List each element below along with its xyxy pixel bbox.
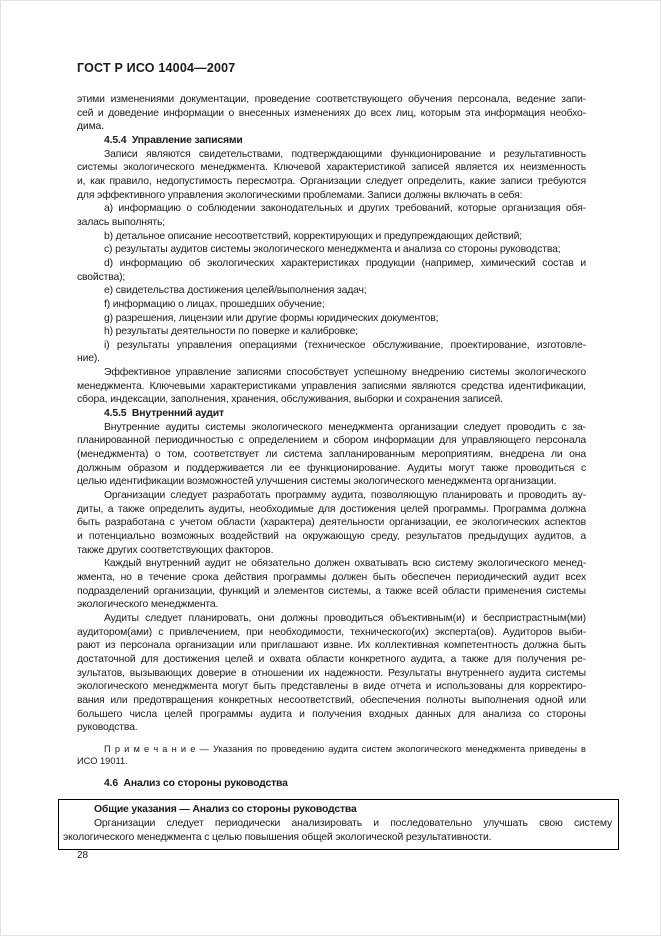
section-heading: 4.5.4 Управление записями: [104, 134, 243, 146]
text-line: экологического менеджмента.: [77, 599, 219, 611]
text-line: менеджмента. Ключевыми характеристиками управления записями являются средства идентификации,: [77, 380, 586, 392]
paragraph: [77, 557, 586, 612]
text-line: этими изменениями документации, проведение соответствующего обучения персонала, ведение запи-: [77, 94, 586, 105]
text-line: быть разработана с учетом области (характера) деятельности организации, ее экологических аспектов: [77, 517, 586, 529]
text-line: залась выполнять;: [77, 216, 165, 228]
text-line: (менеджмента) о том, соответствует ли система запланированным мероприятиям, внедрена ли она: [77, 449, 586, 461]
text-line: сей и доведение информации о внесенных изменениях до всех лиц, которым эта информация необхо-: [77, 107, 586, 119]
text-line: экологического менеджмента могут быть представлены в виде отчета и использованы для корректиро-: [77, 681, 586, 693]
text-line: сбора, индексации, заполнения, хранения, обслуживания, выборки и сохранения записей.: [77, 394, 503, 406]
text-line: a) информацию о соблюдении законодательных и других требований, которые организация обя-: [104, 203, 586, 215]
text-line: i) результаты управления операциями (техническое обслуживание, проектирование, изготовле-: [104, 339, 586, 351]
list-item: [77, 284, 586, 298]
text-line: e) свидетельства достижения целей/выполнения задач;: [104, 285, 367, 297]
text-line: свойства);: [77, 271, 126, 283]
paragraph: [77, 148, 586, 203]
text-line: и потенциально возможных воздействий на окружающую среду, результатов предыдущих аудитов, а: [77, 531, 586, 542]
text-line: Внутренние аудиты системы экологического менеджмента организации следует проводить с за-: [104, 421, 586, 433]
text-line: ИСО 19011.: [77, 756, 128, 767]
text-line: диты, а также определить аудиты, необходимые для достижения целей программы. Программа должна: [77, 503, 586, 515]
text-line: d) информацию об экологических характеристиках продукции (например, химический состав и: [104, 257, 586, 269]
text-line: экологического менеджмента с целью повышения общей экологической результативности.: [63, 831, 492, 843]
list-item: [77, 202, 586, 229]
text-line: Аудиты следует планировать, они должны проводиться объективным(и) и беспристрастным(ми): [104, 612, 586, 624]
paragraph: [77, 612, 586, 735]
text-line: ние).: [77, 353, 100, 365]
text-line: зультатов, вызывающих доверие в отношении их надежности. Результаты внутреннего аудита системы: [77, 667, 586, 679]
paragraph: [77, 421, 586, 489]
list-item: [77, 298, 586, 312]
guidance-box-title: Общие указания — Анализ со стороны руководства: [94, 804, 357, 816]
list-item: [77, 325, 586, 339]
section-heading: 4.6 Анализ со стороны руководства: [104, 777, 288, 789]
text-line: руководства.: [77, 722, 138, 734]
text-line: достаточной для достижения целей и охвата области конкретного аудита, а также для получения ре-: [77, 653, 586, 665]
document-content: [63, 93, 612, 850]
paragraph: [77, 93, 586, 134]
text-line: аудитором(ами) с привлечением, при необходимости, технического(их) эксперта(ов). Аудиторов выби-: [77, 626, 586, 638]
list-item: [77, 339, 586, 366]
text-line: Записи являются свидетельствами, подтверждающими функционирование и результативность: [104, 148, 586, 160]
note-block: [77, 743, 586, 768]
text-line: Организации следует разработать программу аудита, позволяющую планировать и проводить ау-: [104, 490, 586, 502]
guidance-box: [58, 799, 619, 850]
text-line: должным образом и поддерживается ли ее функционирование. Аудиты могут также проводиться с: [77, 462, 586, 474]
text-line: вания или предотвращения конкретных несоответствий, обеспечения полноты выполнения одной или: [77, 694, 586, 706]
list-item: [77, 257, 586, 284]
list-item: [77, 230, 586, 244]
paragraph: [77, 489, 586, 557]
text-line: рают из персонала организации или приглашают извне. Их коллективная компетентность должна быть: [77, 640, 586, 652]
section-heading: 4.5.5 Внутренний аудит: [104, 408, 224, 420]
text-line: системы экологического менеджмента. Ключевой характеристикой записей является их неизменность: [77, 162, 586, 174]
text-line: целью идентификации возможностей улучшения системы экологического менеджмента организации.: [77, 476, 557, 488]
text-line: дима.: [77, 121, 104, 133]
text-line: f) информацию о лицах, прошедших обучение;: [104, 298, 325, 310]
list-item: [77, 312, 586, 326]
page-number: 28: [77, 850, 89, 861]
text-line: c) результаты аудитов системы экологического менеджмента и анализа со стороны руководства;: [104, 244, 561, 256]
text-line: Каждый внутренний аудит не обязательно должен охватывать всю систему экологического менед-: [104, 558, 586, 570]
text-line: Эффективное управление записями способствует успешному внедрению системы экологического: [104, 367, 586, 379]
text-line: также других соответствующих факторов.: [77, 544, 274, 556]
document-header: ГОСТ Р ИСО 14004—2007: [77, 61, 236, 75]
paragraph: [77, 366, 586, 407]
list-item: [77, 243, 586, 257]
text-line: для эффективного управления экологическими проблемами. Записи должны включать в себя:: [77, 189, 523, 201]
text-line: b) детальное описание несоответствий, корректирующих и предупреждающих действий;: [104, 230, 523, 242]
text-line: Организации следует периодически анализировать и последовательно улучшать свою систему: [94, 817, 612, 829]
text-line: планированной периодичностью с определением и сбором информации для управляющего персонала: [77, 435, 586, 447]
text-line: жмента, но в течение срока действия программы должен быть обеспечен периодический аудит всех: [77, 571, 586, 583]
text-line: g) разрешения, лицензии или другие формы юридических документов;: [104, 312, 439, 324]
text-line: большего числа целей программы аудита и получения входных данных для анализа со стороны: [77, 708, 586, 720]
text-line: подразделений организации, функций и элементов системы, а также всей области применения системы: [77, 585, 586, 597]
text-line: и, как правило, недопустимость пересмотра. Организации следует определить, какие записи требуются: [77, 175, 586, 187]
text-line: П р и м е ч а н и е — Указания по проведению аудита систем экологического менеджмента приведены в: [104, 743, 586, 754]
text-line: h) результаты деятельности по поверке и калибровке;: [104, 326, 359, 338]
